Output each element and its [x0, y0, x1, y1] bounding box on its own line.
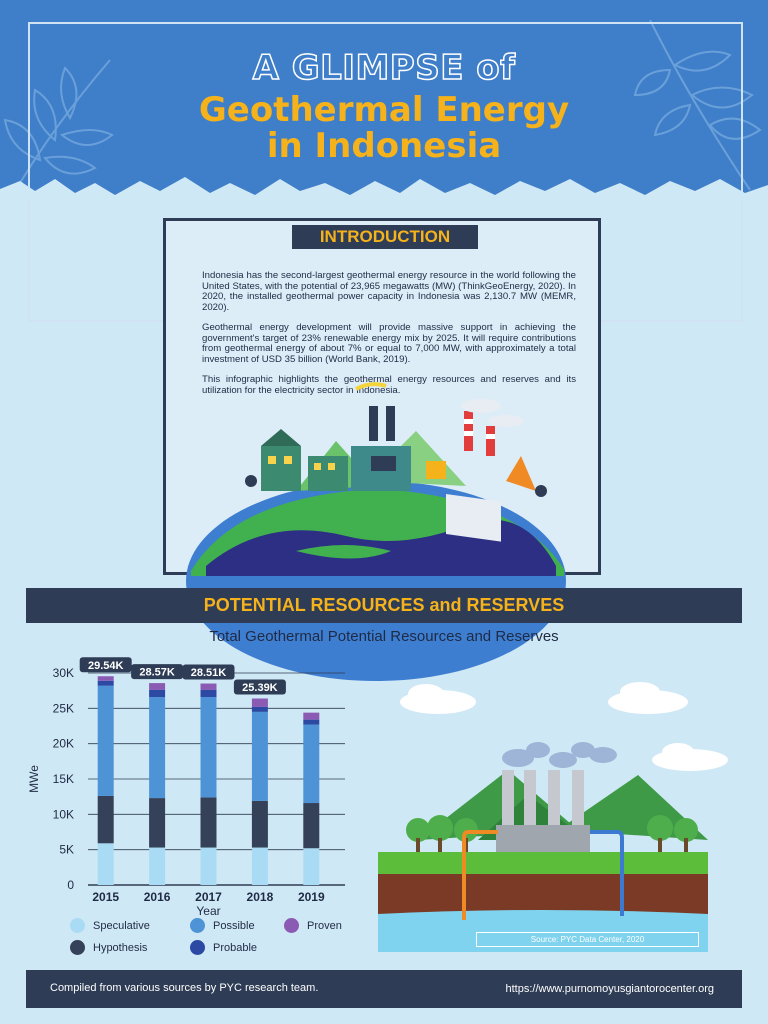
y-tick-label: 0: [67, 878, 74, 892]
bar-segment-probable: [303, 720, 319, 725]
bar-segment-probable: [98, 681, 114, 686]
intro-paragraph-1: Indonesia has the second-largest geothermal energy resource in the world following the United States, with the potential of 23,965 megawatts (MW) (ThinkGeoEnergy, 2020). In 2020, the installed geothermal power capacity in Indonesia was 2,130.7 MW (MEMR, 2020).: [202, 270, 576, 313]
x-axis-label: Year: [196, 904, 221, 918]
legend-proven: [284, 918, 342, 933]
x-tick-label: 2018: [246, 890, 274, 904]
introduction-text: [202, 271, 576, 406]
total-data-label: 29.54K: [87, 659, 124, 672]
x-tick-label: 2016: [143, 890, 171, 904]
intro-paragraph-2: Geothermal energy development will provide massive support in achieving the government's target of 23% renewable energy mix by 2025. It will require contributions from geothermal energy of about 7% or equal to 7,000 MW, with approximately a total investment of USD 35 billion (World Bank, 2019).: [202, 322, 576, 365]
torn-paper-edge: [0, 171, 768, 201]
legend-label-speculative: Speculative: [93, 919, 150, 932]
legend-label-proven: Proven: [307, 919, 342, 932]
legend-dot-possible: [190, 918, 205, 933]
bar-segment-proven: [149, 683, 165, 690]
bar-segment-probable: [201, 690, 217, 697]
chart-legend: [70, 916, 370, 961]
bar-segment-speculative: [149, 848, 165, 885]
bar-segment-speculative: [201, 848, 217, 885]
bar-segment-possible: [98, 686, 114, 796]
source-caption: Source: PYC Data Center, 2020: [476, 932, 699, 947]
legend-probable: [190, 940, 257, 955]
y-tick-label: 5K: [59, 842, 74, 857]
bar-segment-speculative: [98, 843, 114, 885]
x-tick-label: 2015: [92, 890, 120, 904]
bar-segment-hypothesis: [149, 798, 165, 847]
introduction-box: [163, 218, 601, 575]
bar-segment-hypothesis: [303, 803, 319, 848]
introduction-heading: INTRODUCTION: [292, 225, 478, 249]
bar-segment-possible: [201, 697, 217, 797]
total-data-label: 28.51K: [190, 667, 227, 680]
legend-speculative: [70, 918, 150, 933]
bar-segment-speculative: [303, 848, 319, 885]
legend-label-hypothesis: Hypothesis: [93, 941, 148, 954]
legend-possible: [190, 918, 255, 933]
legend-dot-probable: [190, 940, 205, 955]
y-tick-label: 15K: [52, 772, 74, 786]
legend-label-probable: Probable: [213, 941, 258, 954]
y-tick-label: 20K: [52, 736, 74, 751]
title-line-3: in Indonesia: [266, 126, 502, 166]
footer: [26, 970, 742, 1008]
potential-resources-banner: POTENTIAL RESOURCES and RESERVES: [26, 588, 742, 623]
bar-segment-proven: [201, 684, 217, 690]
bar-segment-probable: [149, 690, 165, 697]
bar-segment-possible: [252, 712, 268, 801]
earth-city-illustration: [176, 401, 588, 576]
geothermal-plant-illustration: [378, 680, 738, 952]
title-line-1: A GLIMPSE of: [252, 48, 516, 88]
total-data-label: 25.39K: [242, 682, 278, 695]
footer-website-link[interactable]: https://www.purnomoyusgiantorocenter.org: [505, 983, 714, 995]
y-tick-label: 30K: [52, 666, 74, 680]
bar-segment-hypothesis: [252, 801, 268, 848]
bar-segment-hypothesis: [201, 797, 217, 847]
bar-segment-proven: [98, 676, 114, 681]
legend-dot-speculative: [70, 918, 85, 933]
legend-hypothesis: [70, 940, 147, 955]
stacked-bar-chart: [27, 655, 360, 920]
chart-title: Total Geothermal Potential Resources and Reserves: [209, 628, 559, 645]
legend-dot-proven: [284, 918, 299, 933]
legend-label-possible: Possible: [213, 919, 255, 932]
bar-segment-possible: [303, 725, 319, 803]
chart-svg: [27, 655, 360, 920]
header-banner: [0, 0, 768, 200]
bar-segment-proven: [252, 699, 268, 707]
bar-segment-hypothesis: [98, 796, 114, 843]
total-data-label: 28.57K: [139, 666, 175, 679]
x-tick-label: 2017: [195, 890, 222, 904]
bar-segment-possible: [149, 697, 165, 798]
y-tick-label: 25K: [52, 701, 74, 716]
y-axis-label: MWe: [27, 765, 41, 793]
title-line-2: Geothermal Energy: [198, 90, 570, 130]
bar-segment-speculative: [252, 848, 268, 885]
bar-segment-probable: [252, 707, 268, 712]
y-tick-label: 10K: [52, 807, 74, 822]
legend-dot-hypothesis: [70, 940, 85, 955]
footer-compiled-by: Compiled from various sources by PYC research team.: [50, 982, 319, 994]
x-tick-label: 2019: [297, 890, 325, 904]
intro-paragraph-3: This infographic highlights the geothermal energy resources and reserves and its utilization for the electricity sector in Indonesia.: [202, 374, 576, 396]
bar-segment-proven: [303, 713, 319, 720]
